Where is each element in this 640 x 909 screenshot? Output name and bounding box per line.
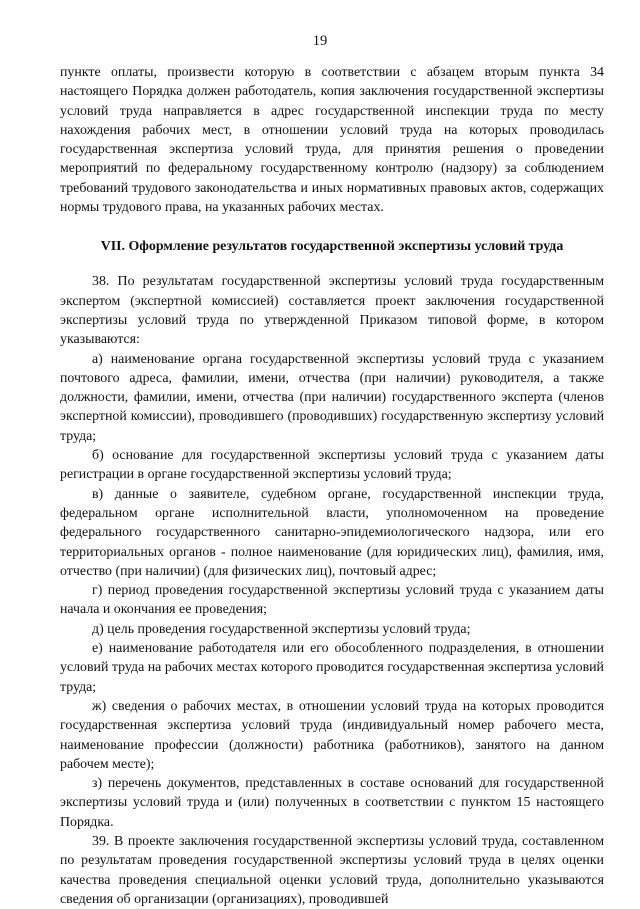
item-zh: ж) сведения о рабочих местах, в отношении условий труда на которых проводится государственная экспертиза условий труда (индивидуальный номер рабочего места, наименование профессии (должности) работника (работников), занятого на данном рабочем месте); [60, 698, 604, 772]
paragraph-38: 38. По результатам государственной экспертизы условий труда государственным экспертом (экспертной комиссией) составляется проект заключения государственной экспертизы условий труда по утвержденной Приказом типовой форме, в котором указываются: [60, 274, 604, 348]
paragraph-continuation: пункте оплаты, произвести которую в соответствии с абзацем вторым пункта 34 настоящего Порядка должен работодатель, копия заключения государственной экспертизы условий труда направляется в адрес государственной инспекции труда по месту нахождения рабочих мест, в отношении условий труда на которых проводилась государственная экспертиза условий труда, для принятия решения о проведении мероприятий по федеральному государственному контролю (надзору) за соблюдением требований трудового законодательства и иных нормативных правовых актов, содержащих нормы трудового права, на указанных рабочих местах. [60, 65, 604, 216]
document-body [60, 63, 604, 909]
paragraph-39: 39. В проекте заключения государственной экспертизы условий труда, составленном по результатам проведения государственной экспертизы условий труда в целях оценки качества проведения специальной оценки условий труда, дополнительно указываются сведения об организации (организациях), проводившей [60, 833, 604, 907]
item-d: д) цель проведения государственной экспертизы условий труда; [92, 621, 471, 637]
item-a: а) наименование органа государственной экспертизы условий труда с указанием почтового адреса, фамилии, имени, отчества (при наличии) руководителя, а также должности, фамилии, имени, отчества (при наличии) государственного эксперта (членов экспертной комиссии), проводившего (проводивших) государственную экспертизу условий труда; [60, 351, 604, 444]
section-heading: VII. Оформление результатов государственной экспертизы условий труда [100, 239, 564, 255]
item-b: б) основание для государственной экспертизы условий труда с указанием даты регистрации в органе государственной экспертизы условий труда; [60, 448, 604, 483]
page-number: 19 [312, 33, 328, 49]
item-e: е) наименование работодателя или его обособленного подразделения, в отношении условий труда на рабочих местах которого проводится государственная экспертиза условий труда; [60, 641, 604, 695]
item-z: з) перечень документов, представленных в составе оснований для государственной экспертизы условий труда и (или) полученных в соответствии с пунктом 15 настоящего Порядка. [60, 776, 604, 830]
item-g: г) период проведения государственной экспертизы условий труда с указанием даты начала и окончания ее проведения; [60, 583, 604, 618]
item-v: в) данные о заявителе, судебном органе, государственной инспекции труда, федеральном органе исполнительной власти, уполномоченном на проведение федерального государственного санитарно-эпидемиологического надзора, или его территориальных органов - полное наименование (для юридических лиц), фамилия, имя, отчество (при наличии) (для физических лиц), почтовый адрес; [60, 486, 604, 579]
